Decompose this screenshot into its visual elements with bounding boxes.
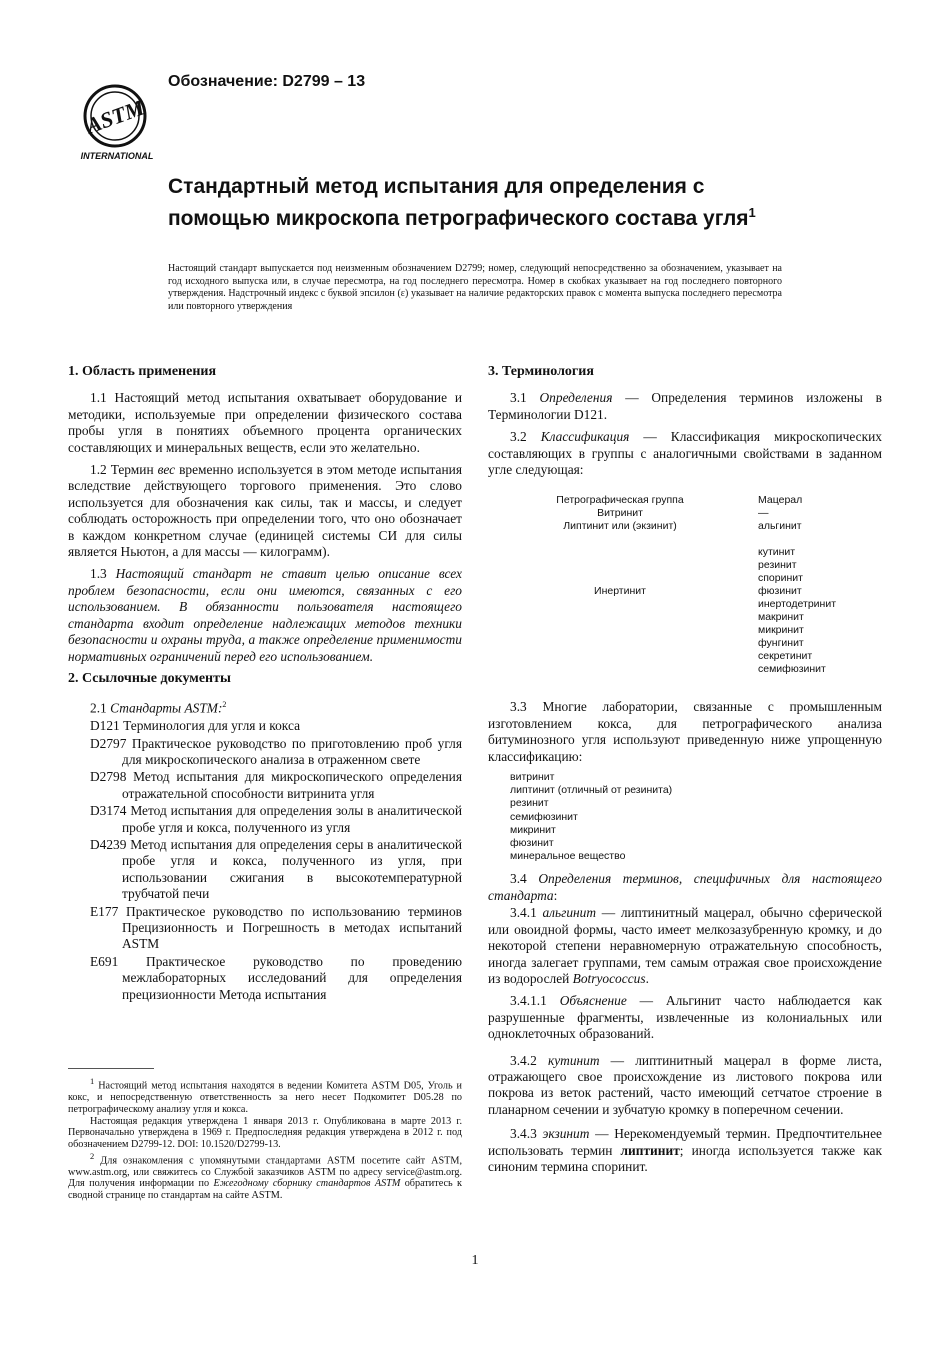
footnote-1b: Настоящая редакция утверждена 1 января 2013 г. Опубликована в марте 2013 г. Первоначально утверждена в 1969 г. Предпоследняя редакция утверждена в 2012 г. под обозначением D2799-12. DOI: 10.1520/D2799-13. xyxy=(68,1115,462,1150)
table-header-group: Петрографическая группа xyxy=(556,494,684,507)
page-number: 1 xyxy=(471,1253,479,1268)
group-vitrinite: Витринит xyxy=(597,507,643,520)
section2-heading: 2. Ссылочные документы xyxy=(68,670,231,686)
designation: Обозначение: D2799 – 13 xyxy=(168,73,366,90)
para-3-1-num: 3.1 xyxy=(510,390,540,406)
section3-heading: 3. Терминология xyxy=(488,364,594,379)
left-column xyxy=(68,364,462,1004)
group-inertinite: Инертинит xyxy=(594,585,646,598)
para-3-4-text: Определения терминов, специфичных для настоящего стандарта xyxy=(488,871,882,903)
para-3-4-colon: : xyxy=(553,887,558,903)
para-3-2-em: Классификация xyxy=(540,429,630,445)
footnote-divider xyxy=(68,1068,154,1069)
list-item: микринит xyxy=(510,823,556,836)
para-3-4-2-num: 3.4.2 xyxy=(510,1052,548,1068)
fn2-em: Ежегодному сборнику стандартов ASTM xyxy=(213,1178,401,1190)
footnotes xyxy=(68,1076,462,1202)
para-3-4-1-end: . xyxy=(645,970,649,986)
maceral-item: фюзинит xyxy=(758,585,802,598)
maceral-item: макринит xyxy=(758,611,804,624)
list-item: липтинит (отличный от резинита) xyxy=(510,784,673,797)
para-1-3-num: 1.3 xyxy=(90,566,116,582)
fn1-mark: 1 xyxy=(90,1076,95,1086)
para-3-1 xyxy=(488,390,882,423)
para-1-3 xyxy=(68,566,462,664)
logo-text: ASTM xyxy=(82,94,148,139)
para-3-4-1-em: Botryococcus xyxy=(572,970,646,986)
footnote-1 xyxy=(68,1076,462,1116)
para-3-4-3 xyxy=(488,1126,882,1175)
para-3-4-1-text: — липтинитный мацерал, обычно сферической или овоидной формы, часто имеет мелкозазубренную кромку, и до некоторой степени неравномерную отражательную способность, иногда залегает группами, тем самым отражая свое происхождение из водорослей xyxy=(488,905,882,986)
term-alginite: альгинит xyxy=(542,905,597,921)
para-3-4-3-a: — Нерекомендуемый термин. Предпочтительнее использовать термин xyxy=(488,1126,882,1158)
title-footnote-mark: 1 xyxy=(748,205,756,220)
ref-item: E177 Практическое руководство по использованию терминов Прецизионность и Погрешность в методах испытаний ASTM xyxy=(90,903,462,952)
list-item: резинит xyxy=(510,797,549,810)
para-3-1-em: Определения xyxy=(539,390,613,406)
para-3-4-1-1 xyxy=(488,993,882,1042)
maceral-item: инертодетринит xyxy=(758,598,837,611)
term-cutinite: кутинит xyxy=(547,1052,600,1068)
para-3-3: 3.3 Многие лаборатории, связанные с промышленным изготовлением кокса, для петрографического анализа битуминозного угля используют приведенную ниже упрощенную классификацию: xyxy=(488,699,882,764)
fn2-mark: 2 xyxy=(90,1150,95,1161)
simplified-list xyxy=(488,771,882,863)
maceral-item: кутинит xyxy=(758,546,796,559)
footnote-2 xyxy=(68,1151,462,1202)
list-item: минеральное вещество xyxy=(510,850,626,863)
fn1-text: Настоящий метод испытания находятся в ведении Комитета ASTM D05, Уголь и кокс, и непосредственную ответственность за него несет Подкомитет D05.28 по петрографическому анализу угля и кокса. xyxy=(68,1080,463,1115)
para-2-1 xyxy=(68,697,462,717)
group-liptinite: Липтинит или (экзинит) xyxy=(563,520,677,533)
para-3-4-1 xyxy=(488,905,882,987)
para-3-4 xyxy=(488,871,882,904)
para-3-1-text: — Определения терминов изложены в Терминологии D121. xyxy=(488,390,882,422)
ref-item: D121 Терминология для угля и кокса xyxy=(90,718,301,734)
ref-item: D2797 Практическое руководство по приготовлению проб угля для микроскопического анализа в отраженном свете xyxy=(90,735,462,767)
fn2-a: Для ознакомления с упомянутыми стандартами ASTM посетите сайт ASTM, www.astm.org, или свяжитесь со Службой заказчиков ASTM по адресу service@astm.org. Для получения информации по xyxy=(68,1155,463,1190)
para-1-2-a: 1.2 Термин xyxy=(90,462,158,478)
list-item: витринит xyxy=(510,771,555,784)
maceral-item: фунгинит xyxy=(758,637,804,650)
para-2-1-text: Стандарты ASTM: xyxy=(110,700,223,716)
maceral-table xyxy=(488,490,882,685)
para-3-4-1-num: 3.4.1 xyxy=(510,905,543,921)
maceral-item: альгинит xyxy=(758,520,802,533)
para-3-4-1-1-em: Объяснение xyxy=(559,993,627,1009)
reference-list xyxy=(68,718,462,1003)
para-3-4-2 xyxy=(488,1053,882,1119)
issuance-notice: Настоящий стандарт выпускается под неизменным обозначением D2799; номер, следующий непосредственно за обозначением, указывает на год исходного выпуска или, в случае пересмотра, на год последнего пересмотра. Номер в скобках указывает на год последнего повторного утверждения. Надстрочный индекс с буквой эпсилон (ε) указывает на наличие редакторских правок с момента выпуска последнего пересмотра или повторного утверждения xyxy=(168,263,782,312)
para-3-4-3-b: ; иногда используется также как синоним термина споринит. xyxy=(488,1142,882,1174)
term-liptinite: липтинит xyxy=(620,1142,680,1158)
para-3-4-1-1-text: — Альгинит часто наблюдается как разрушенные фрагменты, извлеченные из колониальных или одноклеточных образований. xyxy=(488,993,882,1042)
term-exinite: экзинит xyxy=(542,1126,590,1142)
page-title xyxy=(168,174,808,232)
ref-item: D4239 Метод испытания для определения серы в аналитической пробе угля и кокса, полученного из угля, при использовании сжигания в высокотемпературной трубчатой печи xyxy=(90,837,462,902)
para-1-1: 1.1 Настоящий метод испытания охватывает оборудование и методики, используемые при определении физического состава пробы угля в понятиях объемного процента органических составляющих и минеральных веществ, если это желательно. xyxy=(68,390,462,455)
para-2-1-num: 2.1 xyxy=(90,700,111,716)
maceral-item: секретинит xyxy=(758,650,813,663)
para-1-3-text: Настоящий стандарт не ставит целью описание всех проблем безопасности, если они имеются, связанных с его использованием. В обязанности пользователя настоящего стандарта входит определение надлежащих методов техники безопасности и охраны труда, а также определение применимости нормативных ограничений перед его использованием. xyxy=(68,566,462,664)
maceral-item: семифюзинит xyxy=(758,663,826,676)
list-item: семифюзинит xyxy=(510,810,578,823)
para-3-4-num: 3.4 xyxy=(510,871,539,887)
ref-item: D2798 Метод испытания для микроскопического определения отражательной способности витринита угля xyxy=(90,769,462,801)
ref-item: E691 Практическое руководство по проведению межлабораторных исследований для определения прецизионности Метода испытания xyxy=(90,953,462,1002)
para-3-2 xyxy=(488,429,882,478)
astm-logo xyxy=(75,82,159,162)
para-3-2-num: 3.2 xyxy=(510,429,541,445)
maceral-item: споринит xyxy=(758,572,803,585)
logo-international: INTERNATIONAL xyxy=(80,151,154,161)
vitrinite-value: — xyxy=(758,507,769,520)
right-column xyxy=(488,364,882,1181)
title-text: Стандартный метод испытания для определения с помощью микроскопа петрографического состава угля xyxy=(168,175,749,230)
section1-heading: 1. Область применения xyxy=(68,364,217,379)
fn2-b: обратитесь к сводной странице по стандартам на сайте ASTM. xyxy=(68,1178,462,1202)
astm-logo-mark xyxy=(75,82,159,162)
list-item: фюзинит xyxy=(510,837,554,850)
para-3-2-text: — Классификация микроскопических составляющих в группы с аналогичными свойствами в заданном угле следующая: xyxy=(488,429,882,478)
maceral-item: микринит xyxy=(758,624,804,637)
para-3-4-3-num: 3.4.3 xyxy=(510,1126,543,1142)
maceral-item: резинит xyxy=(758,559,797,572)
para-1-2-b: временно используется в этом методе испытания вследствие действующего торгового применения. Это слово используется для обозначения как силы, так и массы, и следует соблюдать осторожность при определении того, что оно обозначает в каждом конкретном случае (единицей системы СИ для силы является Ньютон, а для массы — килограмм). xyxy=(68,462,462,560)
para-3-4-1-1-num: 3.4.1.1 xyxy=(510,993,560,1009)
para-1-2-em: вес xyxy=(157,462,176,478)
para-3-4-2-text: — липтинитный мацерал в форме листа, отражающего свое происхождение из листового покрова или покрова из веток растений, часто имеющий сетчатое строение в планарном сечении и зубчатую кромку в поперечном сечении. xyxy=(488,1052,882,1117)
para-1-2 xyxy=(68,462,462,560)
table-header-maceral: Мацерал xyxy=(758,494,803,507)
para-2-1-sup: 2 xyxy=(222,700,227,710)
ref-item: D3174 Метод испытания для определения золы в аналитической пробе угля и кокса, полученного из угля xyxy=(90,803,462,835)
